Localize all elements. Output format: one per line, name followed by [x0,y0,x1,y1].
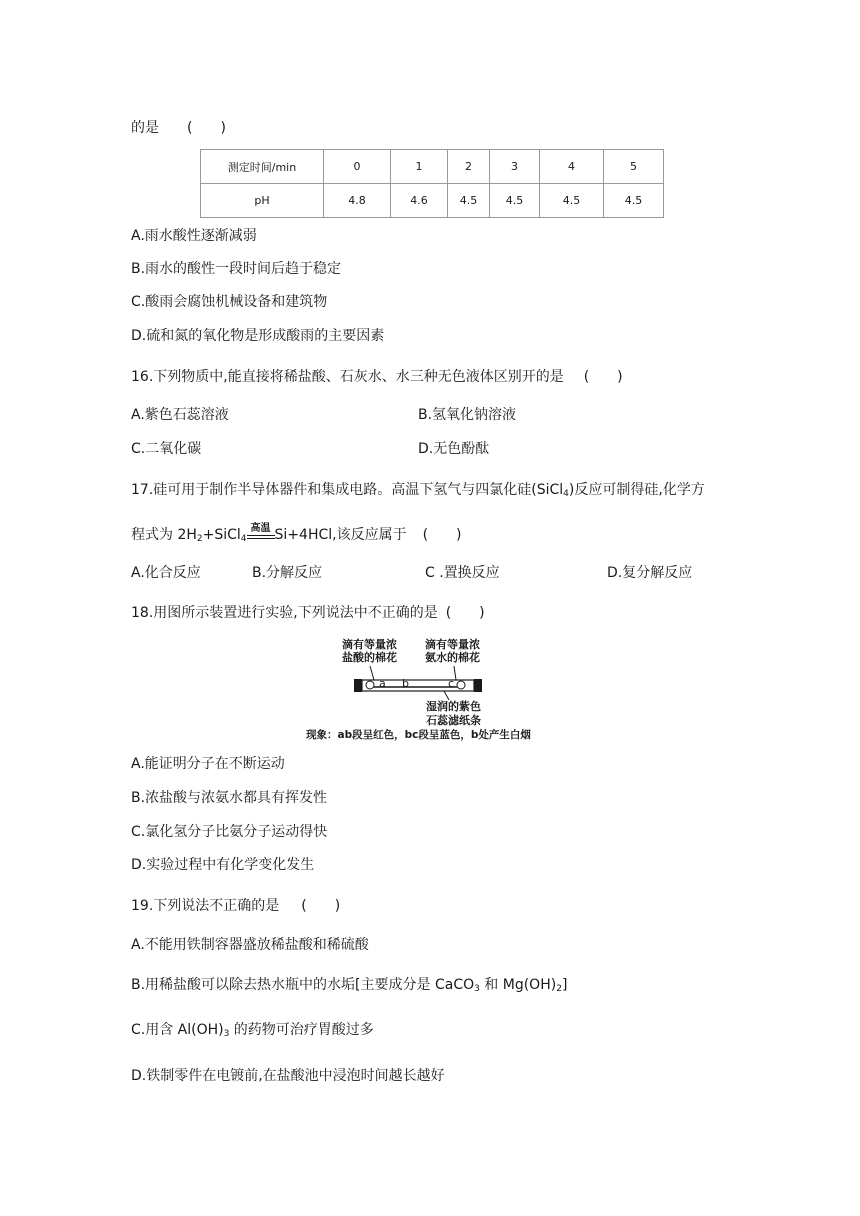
table-cell: 3 [490,150,540,184]
q18-answer-paren: ( ) [445,605,485,621]
q16-answer-paren: ( ) [583,369,623,385]
q15-option-b: B.雨水的酸性一段时间后趋于稳定 [131,261,342,277]
point-c-label: c [448,677,455,690]
q19-stem: 19.下列说法不正确的是 ( ) [131,898,341,914]
q15-option-a: A.雨水酸性逐渐减弱 [131,228,257,244]
q18-option-b: B.浓盐酸与浓氨水都具有挥发性 [131,790,328,806]
point-a-label: a [379,677,386,690]
left-cotton-label-1: 滴有等量浓 [342,638,397,651]
right-cotton-label-2: 氨水的棉花 [425,651,480,664]
q18-option-a: A.能证明分子在不断运动 [131,756,285,772]
q16-option-a: A.紫色石蕊溶液 [131,407,229,423]
q16-option-d: D.无色酚酞 [418,441,490,457]
q16-stem: 16.下列物质中,能直接将稀盐酸、石灰水、水三种无色液体区别开的是 ( ) [131,369,623,385]
point-b-label: b [402,677,409,690]
table-cell: 2 [448,150,490,184]
table-row [201,150,664,184]
glass-tube-diagram [306,636,566,744]
q18-stem: 18.用图所示装置进行实验,下列说法中不正确的是 ( ) [131,605,485,621]
q17-stem-line1: 17.硅可用于制作半导体器件和集成电路。高温下氢气与四氯化硅(SiCl$_4$)反应可制得硅,化学方 [131,482,705,499]
table-cell: 4.6 [391,184,448,218]
q16-option-b: B.氢氧化钠溶液 [418,407,517,423]
reaction-equals-sign [247,525,275,545]
left-stopper [354,679,362,692]
q15-answer-paren: ( ) [187,120,226,136]
table-cell: 4.5 [448,184,490,218]
q15-option-c: C.酸雨会腐蚀机械设备和建筑物 [131,294,328,310]
table-cell: 0 [324,150,391,184]
q15-stem-tail: 的是 ( ) [131,120,226,136]
phenomenon-caption: 现象：ab段呈红色，bc段呈蓝色，b处产生白烟 [306,729,531,741]
table-cell: 4.8 [324,184,391,218]
table-cell: 4.5 [490,184,540,218]
row-header-time: 测定时间/min [201,150,324,184]
q17-option-d: D.复分解反应 [607,565,693,581]
litmus-paper-label-2: 石蕊滤纸条 [426,714,481,727]
table-cell: 4.5 [604,184,664,218]
ph-table [200,149,664,218]
reaction-condition: 高温 [250,523,271,534]
row-header-ph: pH [201,184,324,218]
q19-answer-paren: ( ) [301,898,341,914]
table-row [201,184,664,218]
table-cell: 5 [604,150,664,184]
q16-option-c: C.二氧化碳 [131,441,202,457]
q19-option-c: C.用含 $Al(OH)_3$ 的药物可治疗胃酸过多 [131,1022,374,1039]
experiment-figure [306,636,566,744]
table-cell: 4.5 [540,184,604,218]
q19-option-b: B.用稀盐酸可以除去热水瓶中的水垢[主要成分是 CaCO$_3$ 和 $Mg(OH)_2$] [131,977,568,994]
left-cotton [366,681,374,689]
q19-option-d: D.铁制零件在电镀前,在盐酸池中浸泡时间越长越好 [131,1068,445,1084]
left-cotton-label-2: 盐酸的棉花 [342,651,397,664]
right-stopper [474,679,482,692]
q17-option-c: C .置换反应 [425,565,500,581]
table-cell: 4 [540,150,604,184]
q18-option-d: D.实验过程中有化学变化发生 [131,857,315,873]
table-cell: 1 [391,150,448,184]
q15-option-d: D.硫和氮的氧化物是形成酸雨的主要因素 [131,328,385,344]
q17-answer-paren: ( ) [422,527,462,543]
q19-option-a: A.不能用铁制容器盛放稀盐酸和稀硫酸 [131,937,369,953]
right-cotton [457,681,465,689]
q18-option-c: C.氯化氢分子比氨分子运动得快 [131,824,328,840]
q17-option-b: B.分解反应 [252,565,323,581]
q17-option-a: A.化合反应 [131,565,201,581]
right-cotton-label-1: 滴有等量浓 [425,638,480,651]
litmus-paper-label-1: 湿润的紫色 [426,700,481,713]
q17-equation-line: 程式为 $2H_2+SiCl_4$ 高温 Si+4HCl,该反应属于 ( ) [131,525,462,545]
